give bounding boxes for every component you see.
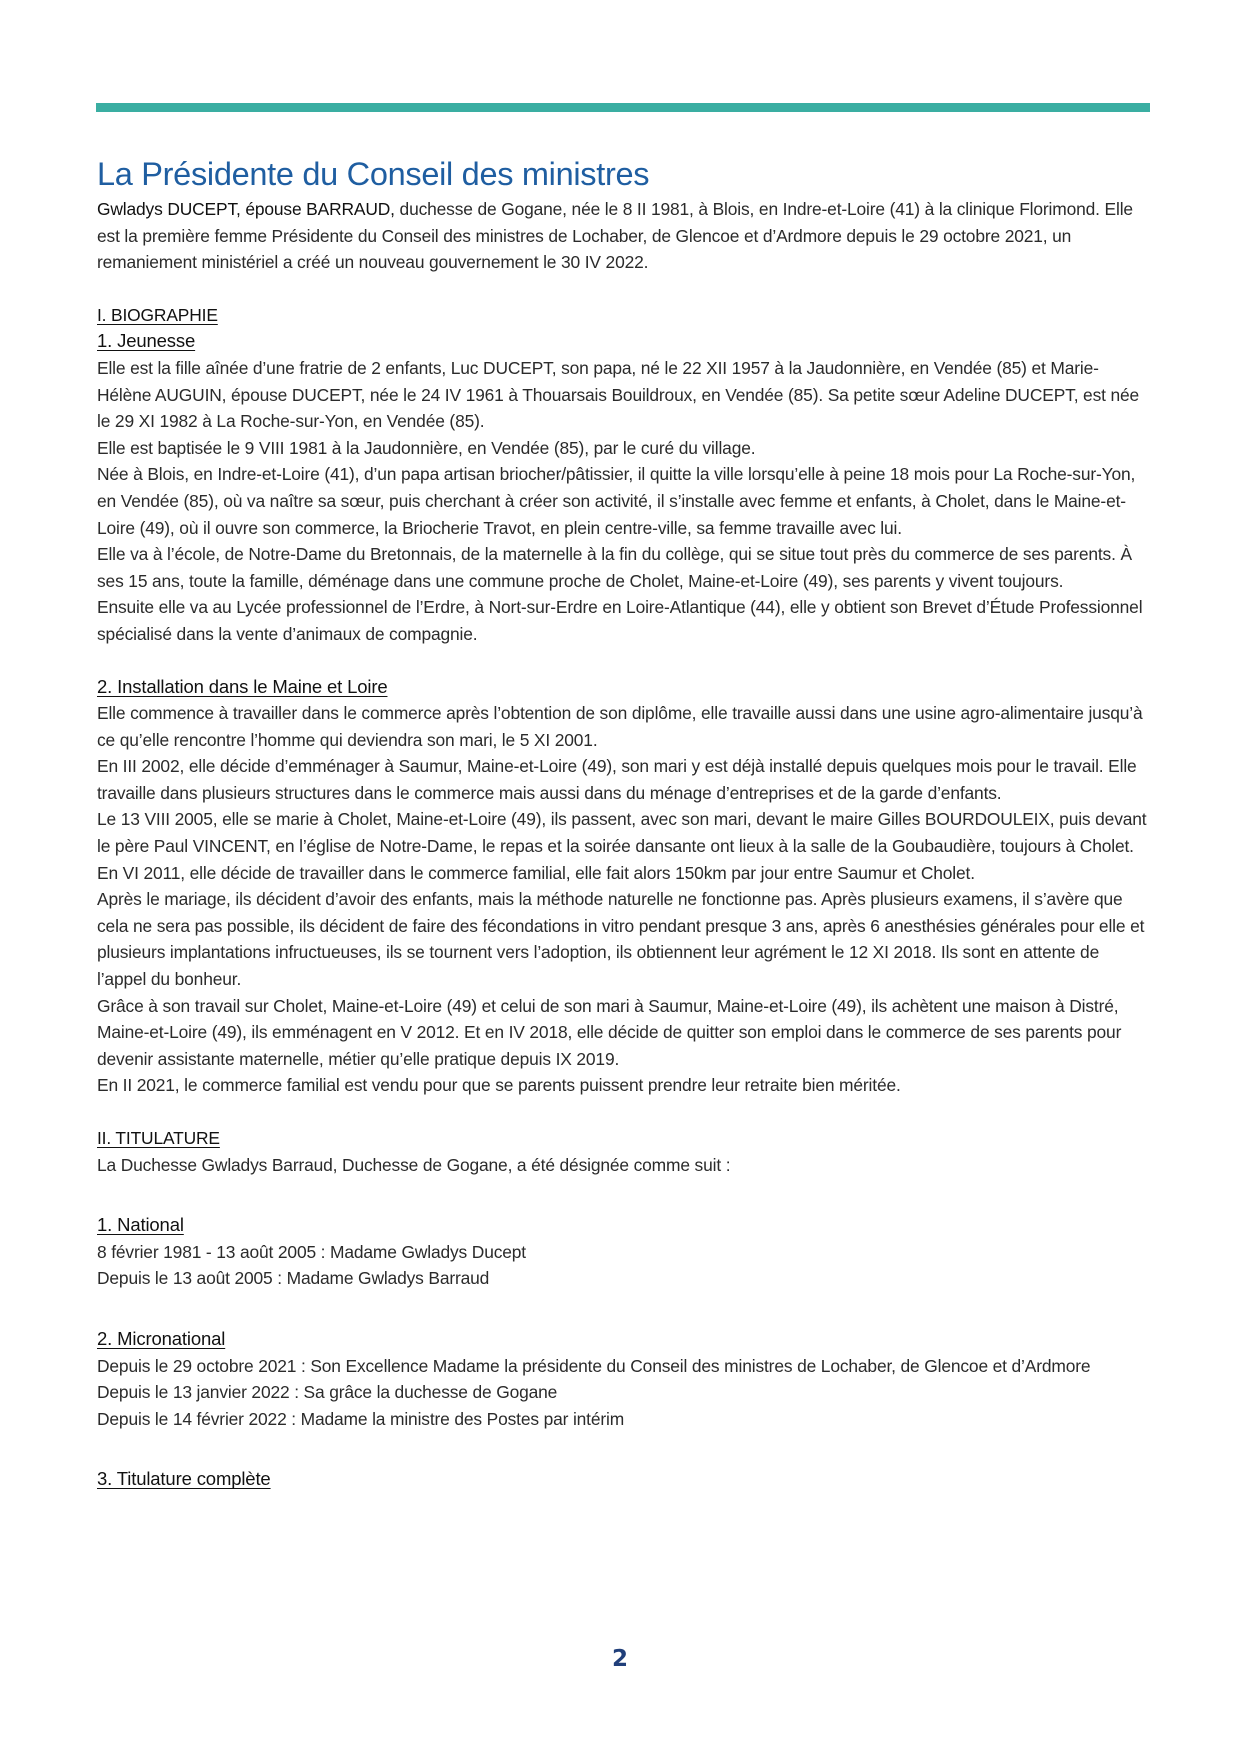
subsection-heading-installation: 2. Installation dans le Maine et Loire [97,675,388,697]
header-rule [96,103,1150,112]
national-line: Depuis le 13 août 2005 : Madame Gwladys Barraud [97,1268,490,1289]
titulature-intro: La Duchesse Gwladys Barraud, Duchesse de Gogane, a été désignée comme suit : [97,1154,731,1175]
micronational-line: Depuis le 13 janvier 2022 : Sa grâce la duchesse de Gogane [97,1382,558,1403]
installation-paragraph: En VI 2011, elle décide de travailler dans le commerce familial, elle fait alors 150km par jour entre Saumur et Cholet. [97,862,975,883]
subsection-heading-titulature-complete: 3. Titulature complète [97,1468,271,1490]
jeunesse-paragraph: Née à Blois, en Indre-et-Loire (41), d’un papa artisan briocher/pâtissier, il quitte la ville lorsqu’elle à peine 18 mois pour La Roche-sur-Yon, en Vendée (85), où va naître sa sœur, puis cherchant à créer son activité, il s’installe avec femme et enfants, à Cholet, dans le Maine-et-Loire (49), où il ouvre son commerce, la Briocherie Travot, en plein centre-ville, sa femme travaille avec lui. [97,464,1136,538]
subsection-heading-micronational: 2. Micronational [97,1327,226,1349]
document-body [97,154,1151,1493]
subsection-heading-national: 1. National [97,1214,184,1236]
installation-paragraph: Le 13 VIII 2005, elle se marie à Cholet, Maine-et-Loire (49), ils passent, avec son mari, devant le maire Gilles BOURDOULEIX, puis devant le père Paul VINCENT, en l’église de Notre-Dame, le repas et la soirée dansante ont lieux à la salle de la Goubaudière, toujours à Cholet. [97,809,1147,857]
intro-text: duchesse de Gogane, née le 8 II 1981, à Blois, en Indre-et-Loire (41) à la clinique Florimond. Elle est la première femme Présidente du Conseil des ministres de Lochaber, de Glencoe et d’Ardmore depuis le 29 octobre 2021, un remaniement ministériel a créé un nouveau gouvernement le 30 IV 2022. [97,199,1133,273]
installation-paragraph: Après le mariage, ils décident d’avoir des enfants, mais la méthode naturelle ne fonctionne pas. Après plusieurs examens, il s’avère que cela ne sera pas possible, ils décident de faire des fécondations in vitro pendant presque 3 ans, après 6 anesthésies générales pour elle et plusieurs implantations infructueuses, ils se tournent vers l’adoption, ils obtiennent leur agrément le 12 XI 2018. Ils sont en attente de l’appel du bonheur. [97,889,1145,990]
jeunesse-paragraph: Elle va à l’école, de Notre-Dame du Bretonnais, de la maternelle à la fin du collège, qui se situe tout près du commerce de ses parents. À ses 15 ans, toute la famille, déménage dans une commune proche de Cholet, Maine-et-Loire (49), ses parents y vivent toujours. [97,544,1132,591]
installation-paragraph: En III 2002, elle décide d’emménager à Saumur, Maine-et-Loire (49), son mari y est déjà installé depuis quelques mois pour le travail. Elle travaille dans plusieurs structures dans le commerce mais aussi dans du ménage d’entreprises et de la garde d’enfants. [97,756,1137,803]
installation-paragraph: Grâce à son travail sur Cholet, Maine-et-Loire (49) et celui de son mari à Saumur, Maine-et-Loire (49), ils achètent une maison à Distré, Maine-et-Loire (49), ils emménagent en V 2012. Et en IV 2018, elle décide de quitter son emploi dans le commerce de ses parents pour devenir assistante maternelle, métier qu’elle pratique depuis IX 2019. [97,995,1122,1069]
jeunesse-paragraph: Ensuite elle va au Lycée professionnel de l’Erdre, à Nort-sur-Erdre en Loire-Atlantique (44), elle y obtient son Brevet d’Étude Professionnel spécialisé dans la vente d’animaux de compagnie. [97,597,1143,644]
micronational-line: Depuis le 29 octobre 2021 : Son Excellence Madame la présidente du Conseil des ministres de Lochaber, de Glencoe et d’Ardmore [97,1355,1091,1376]
page-title: La Présidente du Conseil des ministres [97,156,650,192]
jeunesse-paragraph: Elle est baptisée le 9 VIII 1981 à la Jaudonnière, en Vendée (85), par le curé du village. [97,437,756,458]
subsection-heading-jeunesse: 1. Jeunesse [97,330,196,352]
installation-paragraph: En II 2021, le commerce familial est vendu pour que se parents puissent prendre leur retraite bien méritée. [97,1075,901,1096]
national-line: 8 février 1981 - 13 août 2005 : Madame Gwladys Ducept [97,1241,526,1262]
intro-paragraph [97,196,1151,276]
intro-name: Gwladys DUCEPT, épouse BARRAUD, [97,199,395,219]
micronational-line: Depuis le 14 février 2022 : Madame la ministre des Postes par intérim [97,1408,625,1429]
installation-paragraph: Elle commence à travailler dans le commerce après l’obtention de son diplôme, elle travaille aussi dans une usine agro-alimentaire jusqu’à ce qu’elle rencontre l’homme qui deviendra son mari, le 5 XI 2001. [97,703,1143,750]
page-number: 2 [611,1646,628,1672]
section-heading-biographie: I. BIOGRAPHIE [97,304,218,325]
section-heading-titulature: II. TITULATURE [97,1128,220,1148]
jeunesse-paragraph: Elle est la fille aînée d’une fratrie de 2 enfants, Luc DUCEPT, son papa, né le 22 XII 1957 à la Jaudonnière, en Vendée (85) et Marie-Hélène AUGUIN, épouse DUCEPT, née le 24 IV 1961 à Thouarsais Bouildroux, en Vendée (85). Sa petite sœur Adeline DUCEPT, est née le 29 XI 1982 à La Roche-sur-Yon, en Vendée (85). [97,357,1140,432]
